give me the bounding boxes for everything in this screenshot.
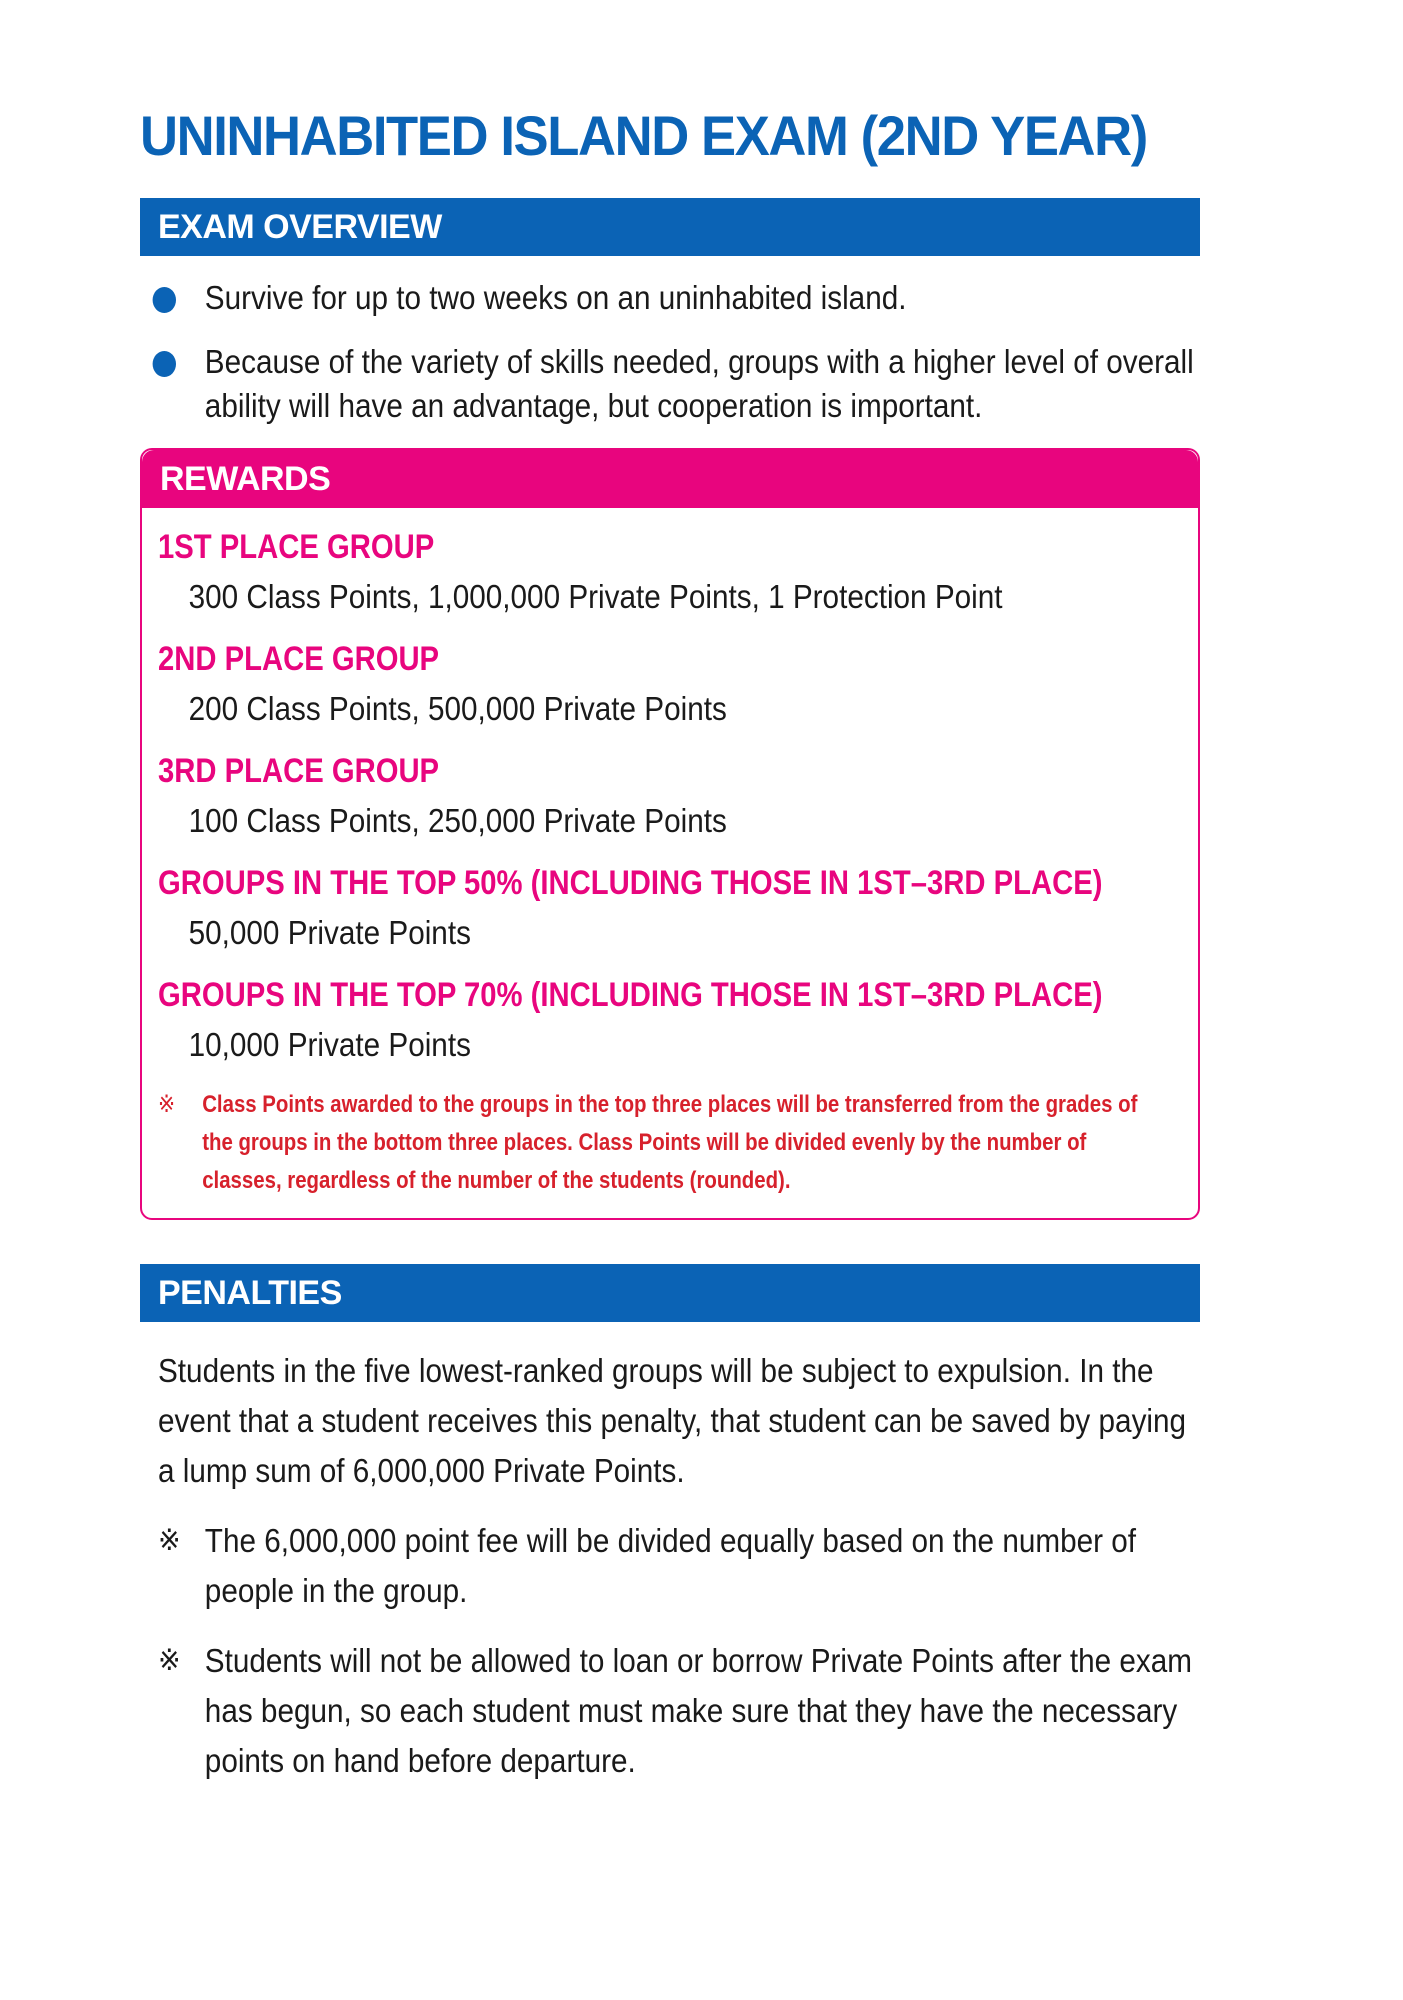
penalty-note-text: Students will not be allowed to loan or borrow Private Points after the exam has begun, so each student must make sure that they have the necessary points on hand before departure. (204, 1642, 1193, 1779)
overview-heading-bar (140, 198, 1200, 256)
overview-item (140, 340, 1258, 428)
rewards-section (140, 448, 1200, 1220)
reward-tier-desc: 100 Class Points, 250,000 Private Points (188, 802, 727, 839)
reward-tier-top-50 (158, 858, 1182, 958)
reward-tier-desc: 50,000 Private Points (188, 914, 471, 951)
penalties-section (140, 1264, 1200, 1786)
overview-item-text: Because of the variety of skills needed, groups with a higher level of overall ability will have an advantage, but cooperation is important. (204, 343, 1194, 424)
reward-tier-desc: 200 Class Points, 500,000 Private Points (188, 690, 727, 727)
reward-tier-desc: 10,000 Private Points (188, 1026, 471, 1063)
reference-mark-icon: ※ (158, 1644, 181, 1677)
reward-tier-2nd (158, 634, 1182, 734)
reward-tier-top-70 (158, 970, 1182, 1070)
rewards-note (158, 1086, 1146, 1200)
reward-tier-3rd (158, 746, 1182, 846)
rewards-heading-bar (142, 450, 1198, 508)
reward-tier-heading: GROUPS IN THE TOP 50% (INCLUDING THOSE IN 1ST–3RD PLACE) (158, 864, 1103, 902)
bullet-dot-icon (153, 287, 176, 313)
bullet-dot-icon (153, 351, 176, 377)
overview-section (140, 198, 1200, 428)
overview-item-text: Survive for up to two weeks on an uninhabited island. (204, 279, 907, 316)
penalties-heading: PENALTIES (158, 1273, 342, 1312)
penalties-text: Students in the five lowest-ranked groups will be subject to expulsion. In the event that a student receives this penalty, that student can be saved by paying a lump sum of 6,000,000 Private Points. (158, 1352, 1187, 1489)
overview-list (140, 276, 1200, 428)
overview-item (140, 276, 1258, 320)
penalties-heading-bar (140, 1264, 1200, 1322)
penalty-note (158, 1516, 1208, 1616)
reward-tier-heading: 2ND PLACE GROUP (158, 640, 440, 678)
reference-mark-icon: ※ (158, 1091, 176, 1118)
reward-tier-heading: 3RD PLACE GROUP (158, 752, 440, 790)
penalty-note (158, 1636, 1208, 1786)
reward-tier-heading: GROUPS IN THE TOP 70% (INCLUDING THOSE IN 1ST–3RD PLACE) (158, 976, 1103, 1014)
reference-mark-icon: ※ (158, 1524, 181, 1557)
reward-tier-1st (158, 522, 1182, 622)
reward-tier-desc: 300 Class Points, 1,000,000 Private Points, 1 Protection Point (188, 578, 1003, 615)
rewards-heading: REWARDS (160, 459, 331, 498)
rewards-note-text: Class Points awarded to the groups in the top three places will be transferred from the grades of the groups in the bottom three places. Class Points will be divided evenly by the number of classes, regardless of the number of the students (rounded). (202, 1091, 1138, 1194)
rewards-body (142, 508, 1198, 1218)
penalty-note-text: The 6,000,000 point fee will be divided equally based on the number of people in the group. (204, 1522, 1137, 1609)
reward-tier-heading: 1ST PLACE GROUP (158, 528, 435, 566)
document-page (140, 100, 1200, 1786)
page-title: UNINHABITED ISLAND EXAM (2ND YEAR) (140, 104, 1147, 167)
overview-heading: EXAM OVERVIEW (158, 207, 442, 246)
